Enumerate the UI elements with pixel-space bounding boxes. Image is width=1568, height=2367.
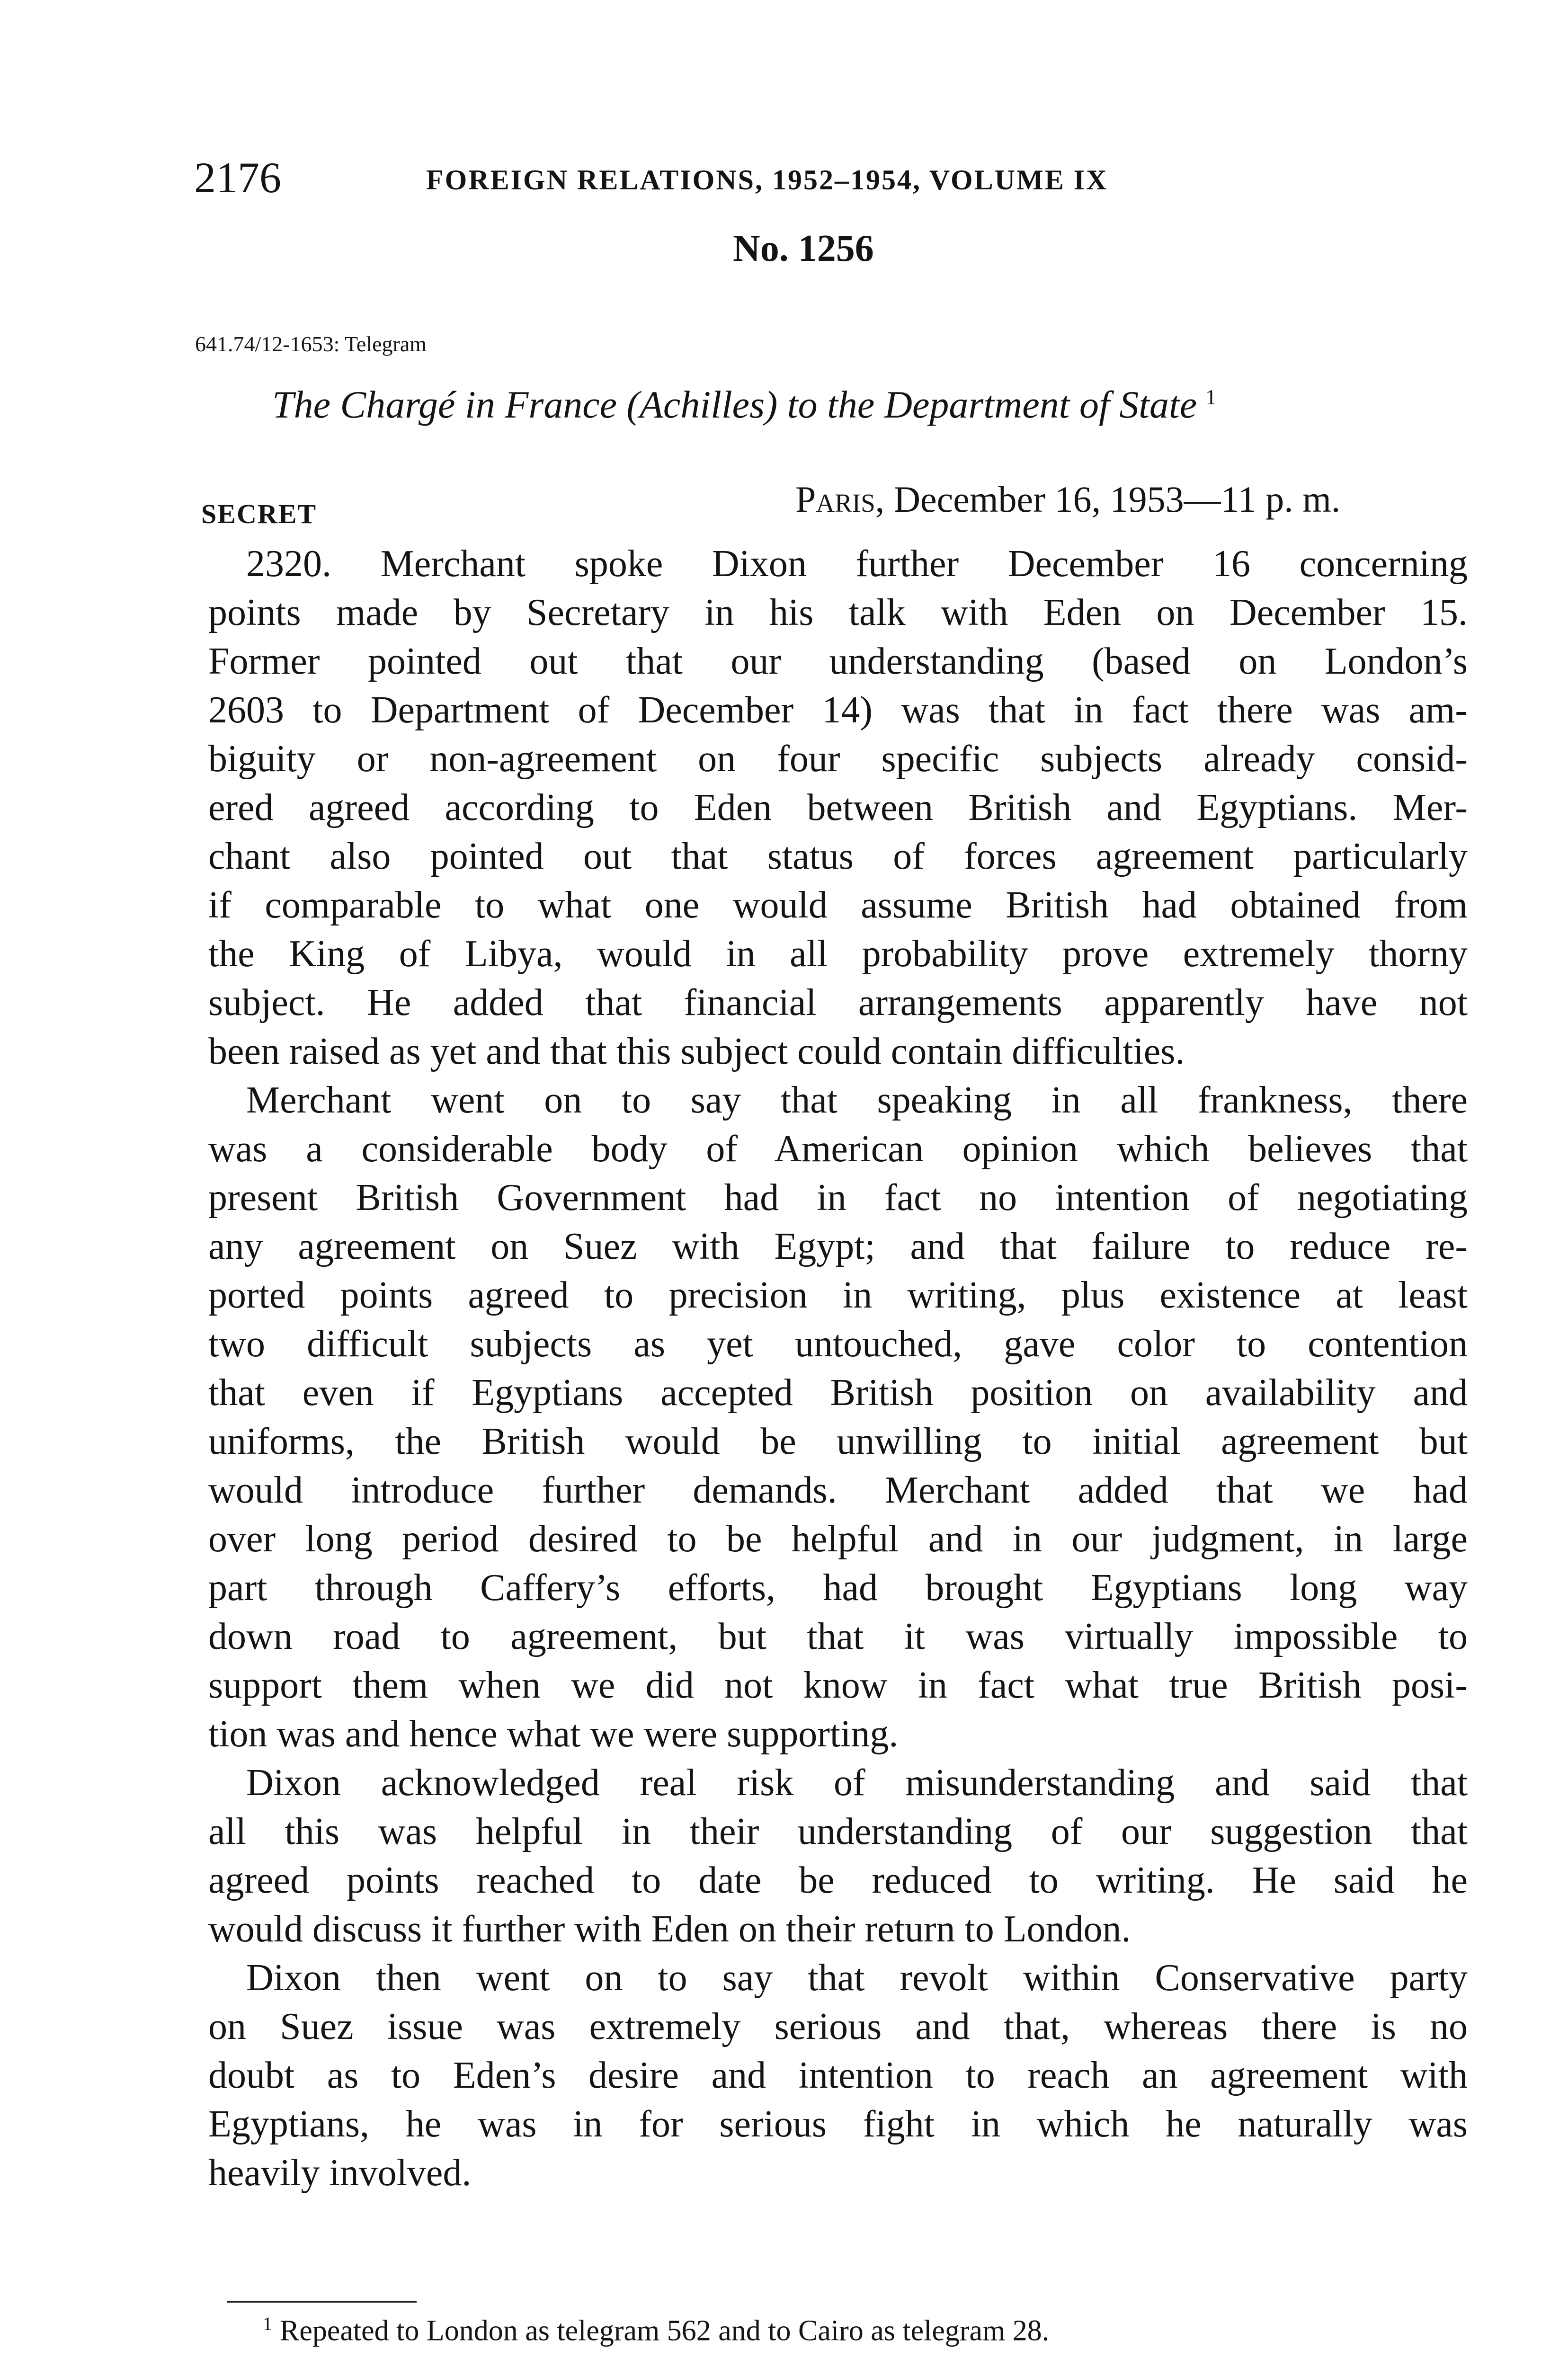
body-line: 2603 to Department of December 14) was that in fact there was am-	[208, 689, 1468, 731]
body-line: ered agreed according to Eden between British and Egyptians. Mer-	[208, 787, 1468, 828]
body-line: biguity or non-agreement on four specific subjects already consid-	[208, 738, 1468, 780]
body-line: any agreement on Suez with Egypt; and that failure to reduce re-	[208, 1226, 1468, 1267]
body-line: ported points agreed to precision in writing, plus existence at least	[208, 1274, 1468, 1316]
body-line: was a considerable body of American opinion which believes that	[208, 1128, 1468, 1170]
body-line: points made by Secretary in his talk with Eden on December 15.	[208, 592, 1468, 633]
document-number: No. 1256	[733, 228, 874, 269]
dateline-city: Paris	[795, 479, 875, 520]
footnote	[263, 2313, 1049, 2348]
body-line: subject. He added that financial arrangements apparently have not	[208, 982, 1468, 1023]
body-line: Former pointed out that our understanding (based on London’s	[208, 641, 1468, 682]
body-line: Egyptians, he was in for serious fight in which he naturally was	[208, 2103, 1468, 2145]
body-line: on Suez issue was extremely serious and that, whereas there is no	[208, 2006, 1468, 2047]
body-line: that even if Egyptians accepted British position on availability and	[208, 1372, 1468, 1414]
body-line: tion was and hence what we were supporting.	[208, 1713, 899, 1755]
document-title-text: The Chargé in France (Achilles) to the Department of State	[272, 383, 1197, 426]
body-line: Dixon acknowledged real risk of misunderstanding and said that	[246, 1762, 1468, 1804]
body-line: agreed points reached to date be reduced to writing. He said he	[208, 1860, 1468, 1901]
body-line: support them when we did not know in fact what true British posi-	[208, 1664, 1468, 1706]
body-line: present British Government had in fact no intention of negotiating	[208, 1177, 1468, 1219]
title-footnote-marker: 1	[1205, 384, 1217, 409]
body-line: all this was helpful in their understanding of our suggestion that	[208, 1811, 1468, 1852]
body-line: doubt as to Eden’s desire and intention to reach an agreement with	[208, 2055, 1468, 2096]
body-line: if comparable to what one would assume British had obtained from	[208, 884, 1468, 926]
body-line: chant also pointed out that status of forces agreement particularly	[208, 836, 1468, 877]
body-line: would introduce further demands. Merchant added that we had	[208, 1469, 1468, 1511]
running-header: FOREIGN RELATIONS, 1952–1954, VOLUME IX	[426, 164, 1108, 196]
dateline	[795, 478, 1340, 521]
classification-label: SECRET	[201, 498, 317, 529]
dateline-date: , December 16, 1953—11 p. m.	[875, 479, 1341, 520]
telegram-body	[208, 540, 1468, 2198]
body-line: over long period desired to be helpful and in our judgment, in large	[208, 1518, 1468, 1560]
body-line: Dixon then went on to say that revolt within Conservative party	[246, 1957, 1468, 1999]
footnote-marker: 1	[263, 2313, 272, 2334]
body-line: the King of Libya, would in all probability prove extremely thorny	[208, 933, 1468, 975]
page-number: 2176	[194, 153, 281, 202]
body-line: been raised as yet and that this subject could contain difficulties.	[208, 1031, 1185, 1072]
body-line: would discuss it further with Eden on their return to London.	[208, 1908, 1131, 1950]
footnote-rule	[227, 2301, 417, 2303]
body-line: heavily involved.	[208, 2152, 472, 2194]
document-title	[272, 383, 1216, 427]
body-line: down road to agreement, but that it was virtually impossible to	[208, 1616, 1468, 1657]
body-line: part through Caffery’s efforts, had brought Egyptians long way	[208, 1567, 1468, 1609]
body-line: uniforms, the British would be unwilling to initial agreement but	[208, 1421, 1468, 1462]
body-line: 2320. Merchant spoke Dixon further December 16 concerning	[246, 543, 1468, 585]
file-reference: 641.74/12-1653: Telegram	[195, 332, 427, 356]
body-line: two difficult subjects as yet untouched, gave color to contention	[208, 1323, 1468, 1365]
body-line: Merchant went on to say that speaking in all frankness, there	[246, 1079, 1468, 1121]
footnote-text: Repeated to London as telegram 562 and to Cairo as telegram 28.	[280, 2314, 1050, 2347]
